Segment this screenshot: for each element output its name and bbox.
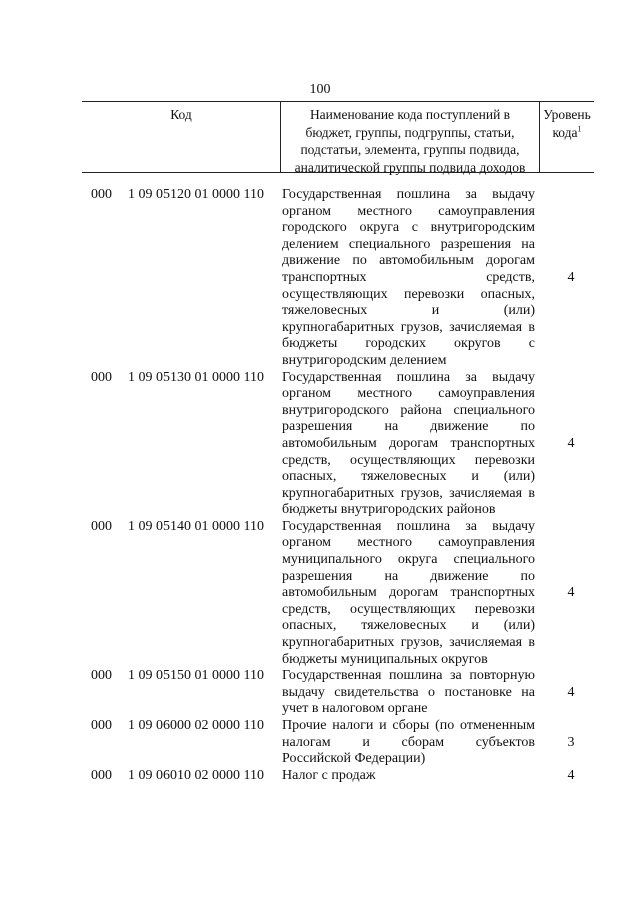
header-level-line <box>540 124 594 142</box>
row-name-line: учет в налоговом органе <box>282 701 428 717</box>
row-name-line: разрешения на движение по <box>282 568 535 584</box>
row-prefix: 000 <box>91 369 112 385</box>
row-name-line: бюджеты городских округов с <box>282 336 535 352</box>
row-level: 4 <box>567 684 575 700</box>
row-name-line: Государственная пошлина за выдачу <box>282 518 535 534</box>
header-level-line: Уровень <box>543 107 591 122</box>
row-prefix: 000 <box>91 668 112 684</box>
row-name-line: средств, осуществляющих перевозки <box>282 601 535 617</box>
table-body <box>0 187 640 784</box>
header-name <box>281 106 539 176</box>
header-name-line: Наименование кода поступлений в <box>309 107 511 122</box>
header-level-word: кода <box>552 124 578 140</box>
header-name-line: бюджет, группы, подгруппы, статьи, <box>305 124 515 140</box>
table-row <box>0 187 640 370</box>
row-name-line: автомобильным дорогам транспортных <box>282 435 535 451</box>
row-prefix: 000 <box>91 767 112 783</box>
row-name-line: Прочие налоги и сборы (по отмененным <box>282 718 535 733</box>
row-name-line: осуществляющих перевозки опасных, <box>282 286 535 302</box>
row-name-line: разрешения на движение по <box>282 419 535 435</box>
row-name-line: средств, осуществляющих перевозки <box>282 452 535 468</box>
table-row <box>0 718 640 768</box>
row-name-line: городского округа с внутригородским <box>282 220 535 236</box>
row-level: 4 <box>567 585 575 601</box>
row-code: 1 09 06000 02 0000 110 <box>128 718 264 733</box>
row-name-line: внутригородского района специального <box>282 402 535 418</box>
row-name-line: опасных, тяжеловесных и (или) <box>282 618 535 634</box>
row-code: 1 09 05120 01 0000 110 <box>128 187 264 202</box>
row-name-line: органом местного самоуправления <box>282 386 535 402</box>
row-name-line: Государственная пошлина за повторную <box>282 668 535 684</box>
table-row <box>0 668 640 718</box>
row-name-line: выдачу свидетельства о постановке на <box>282 684 535 700</box>
row-name <box>282 768 535 785</box>
row-name-line: тяжеловесных и (или) <box>282 303 535 319</box>
row-level: 3 <box>567 734 575 750</box>
row-level: 4 <box>567 270 575 285</box>
row-name-line: бюджеты муниципальных округов <box>282 651 488 667</box>
row-name <box>282 187 535 370</box>
row-code: 1 09 05130 01 0000 110 <box>128 369 264 385</box>
row-prefix: 000 <box>91 187 112 202</box>
row-name-line: бюджеты внутригородских районов <box>282 502 496 518</box>
row-prefix: 000 <box>91 718 112 733</box>
row-name-line: Российской Федерации) <box>282 751 426 767</box>
footnote-marker: 1 <box>577 124 582 133</box>
row-name-line: органом местного самоуправления <box>282 535 535 551</box>
row-name-line: делением специального разрешения на <box>282 236 535 252</box>
row-level: 4 <box>567 767 575 783</box>
row-name-line: опасных, тяжеловесных и (или) <box>282 469 535 485</box>
row-prefix: 000 <box>91 518 112 534</box>
row-name-line: крупногабаритных грузов, зачисляемая в <box>282 319 535 335</box>
table-header <box>82 101 594 173</box>
row-code: 1 09 06010 02 0000 110 <box>128 767 264 783</box>
table-row <box>0 370 640 519</box>
row-name <box>282 718 535 768</box>
row-name-line: Налог с продаж <box>282 767 376 783</box>
row-level: 4 <box>567 435 575 451</box>
row-name-line: Государственная пошлина за выдачу <box>282 187 535 202</box>
table-row <box>0 519 640 668</box>
row-name-line: движение по автомобильным дорогам <box>282 253 535 269</box>
header-code: Код <box>170 107 192 122</box>
row-name-line: Государственная пошлина за выдачу <box>282 369 535 385</box>
page-number: 100 <box>309 82 331 97</box>
header-name-line: аналитической группы подвида доходов <box>294 159 526 175</box>
row-name-line: налогам и сборам субъектов <box>282 734 535 750</box>
row-name-line: автомобильным дорогам транспортных <box>282 585 535 601</box>
row-name-line: муниципального округа специального <box>282 552 535 568</box>
row-name-line: транспортных средств, <box>282 269 535 285</box>
row-name <box>282 519 535 668</box>
header-level <box>540 106 594 141</box>
header-name-line: подстатьи, элемента, группы подвида, <box>300 142 520 157</box>
table-row <box>0 768 640 785</box>
row-name-line: крупногабаритных грузов, зачисляемая в <box>282 635 535 651</box>
row-name-line: внутригородским делением <box>282 352 447 368</box>
row-code: 1 09 05140 01 0000 110 <box>128 518 264 534</box>
row-name-line: органом местного самоуправления <box>282 203 535 219</box>
row-name <box>282 370 535 519</box>
row-code: 1 09 05150 01 0000 110 <box>128 668 264 684</box>
row-name <box>282 668 535 718</box>
row-name-line: крупногабаритных грузов, зачисляемая в <box>282 485 535 501</box>
